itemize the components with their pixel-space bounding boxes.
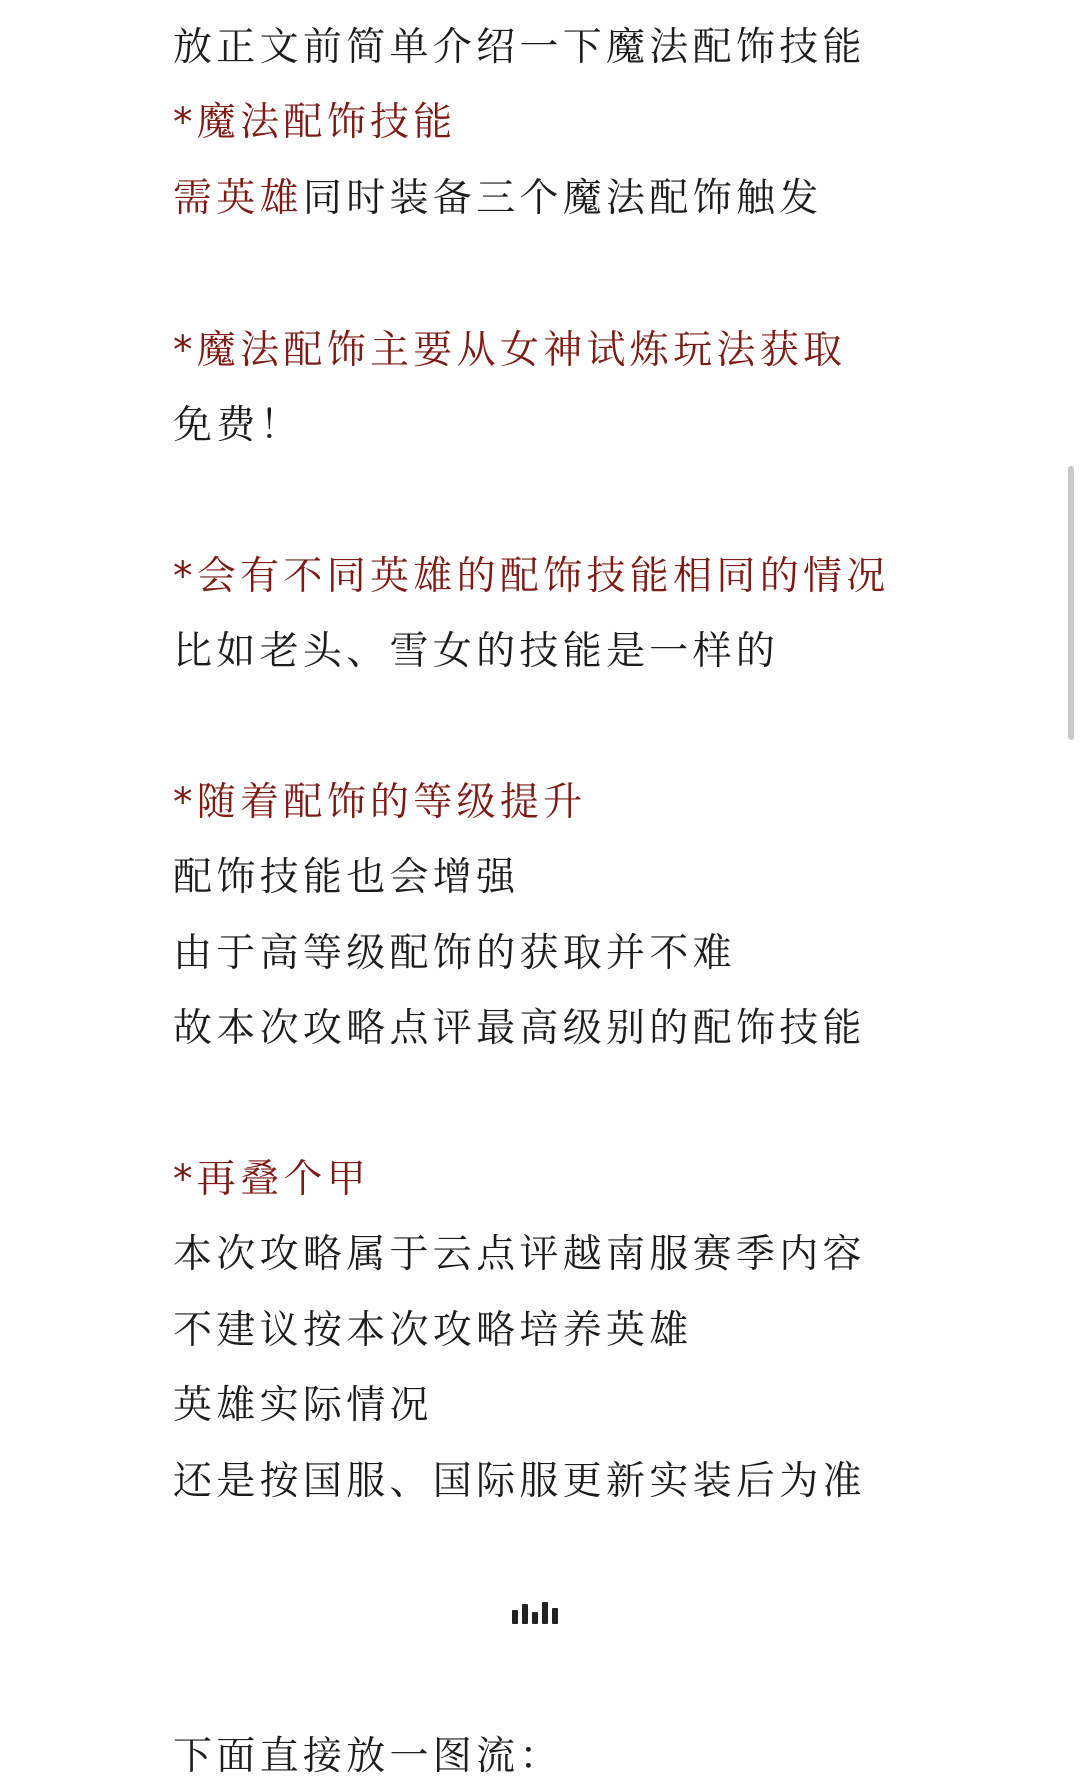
level-line-2: 由于高等级配饰的获取并不难: [173, 931, 736, 976]
disclaimer-line-3: 英雄实际情况: [173, 1383, 433, 1428]
disclaimer-line-1: 本次攻略属于云点评越南服赛季内容: [173, 1232, 866, 1277]
source-heading: *魔法配饰主要从女神试炼玩法获取: [173, 328, 847, 373]
skill-heading: *魔法配饰技能: [173, 100, 457, 145]
scrollbar-thumb[interactable]: [1068, 466, 1074, 740]
same-skill-example: 比如老头、雪女的技能是一样的: [173, 629, 780, 674]
level-line-3: 故本次攻略点评最高级别的配饰技能: [173, 1006, 866, 1051]
audio-bars-icon: [512, 1602, 572, 1624]
requirement-line: [173, 174, 823, 224]
level-heading: *随着配饰的等级提升: [173, 780, 587, 825]
disclaimer-heading: *再叠个甲: [173, 1157, 371, 1202]
same-skill-heading: *会有不同英雄的配饰技能相同的情况: [173, 554, 890, 599]
disclaimer-line-4: 还是按国服、国际服更新实装后为准: [173, 1459, 866, 1504]
level-line-1: 配饰技能也会增强: [173, 855, 520, 900]
intro-text: 放正文前简单介绍一下魔法配饰技能: [173, 25, 866, 70]
requirement-highlight: 需英雄: [173, 176, 303, 221]
disclaimer-line-2: 不建议按本次攻略培养英雄: [173, 1308, 693, 1353]
outro-text: 下面直接放一图流：: [173, 1734, 563, 1779]
requirement-rest: 同时装备三个魔法配饰触发: [302, 176, 823, 221]
source-note: 免费！: [173, 403, 303, 448]
